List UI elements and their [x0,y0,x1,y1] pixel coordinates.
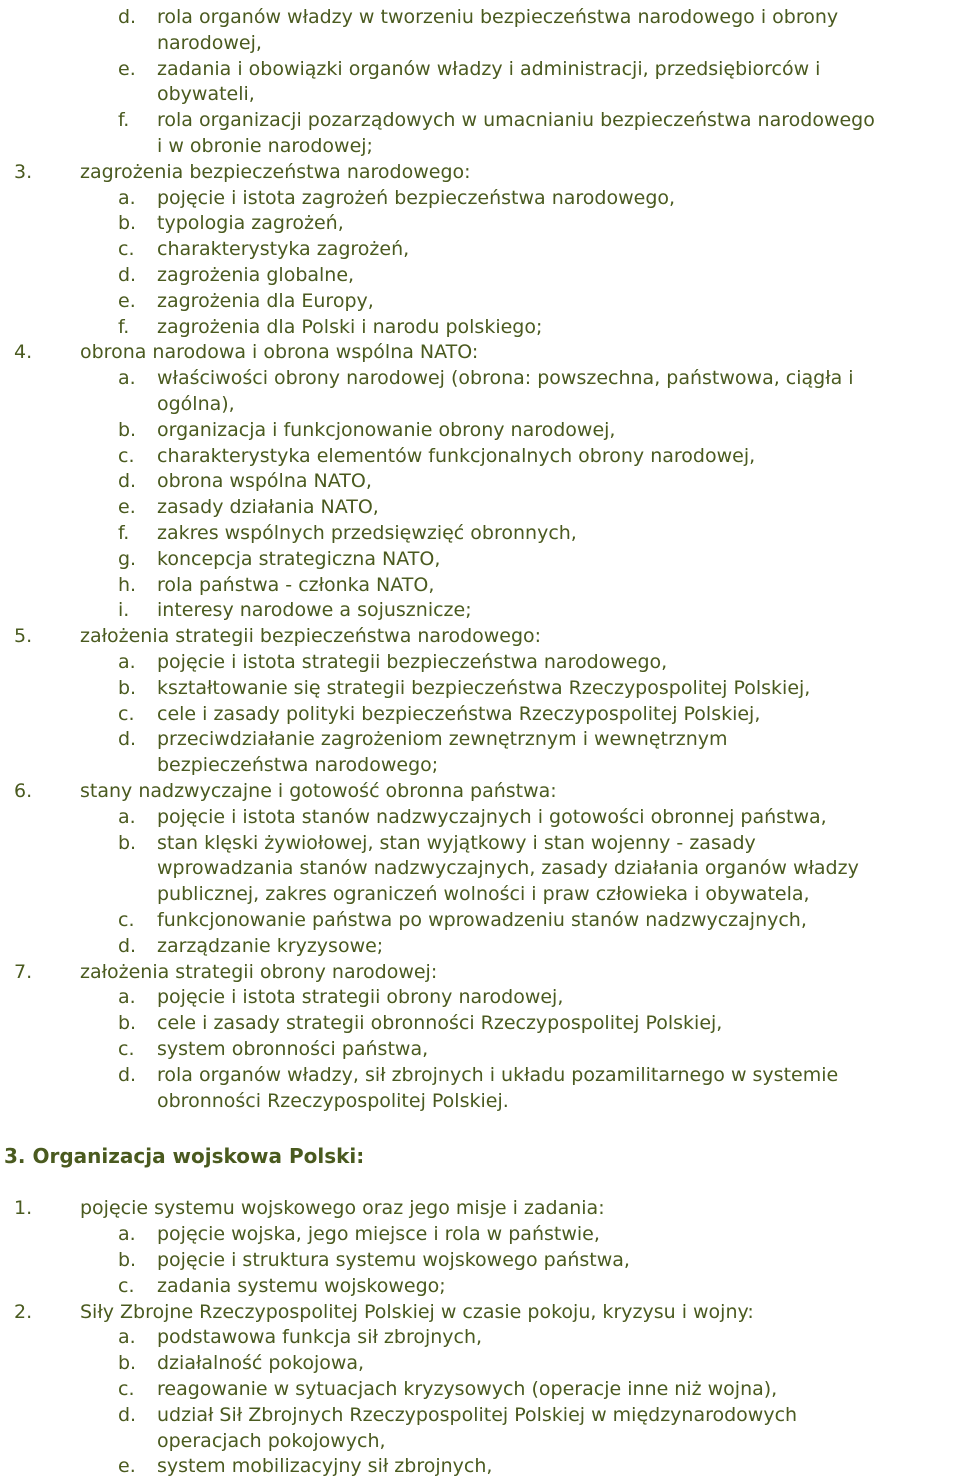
list-item-marker: c. [118,238,135,261]
list-item-marker: b. [118,418,137,441]
list-item-text: rola organów władzy, sił zbrojnych i układu pozamilitarnego w systemie [157,1063,839,1086]
list-item-text: cele i zasady strategii obronności Rzeczypospolitej Polskiej, [157,1012,723,1035]
list-item-text: ogólna), [157,393,235,415]
list-item-text: charakterystyka zagrożeń, [157,238,410,261]
list-item-text: obronności Rzeczypospolitej Polskiej. [157,1089,509,1112]
list-item-text: udział Sił Zbrojnych Rzeczypospolitej Polskiej w międzynarodowych [157,1403,798,1426]
section-title: zagrożenia bezpieczeństwa narodowego: [80,160,471,183]
list-item-marker: a. [118,186,136,209]
list-item-text: zadania i obowiązki organów władzy i administracji, przedsiębiorców i [157,57,821,80]
list-item-text: właściwości obrony narodowej (obrona: powszechna, państwowa, ciągła i [157,367,854,390]
section-title: Siły Zbrojne Rzeczypospolitej Polskiej w czasie pokoju, kryzysu i wojny: [80,1300,754,1323]
list-item-marker: a. [118,651,136,673]
list-item-text: koncepcja strategiczna NATO, [157,547,441,570]
section-title: założenia strategii bezpieczeństwa narodowego: [80,625,542,648]
list-item-marker: c. [118,909,135,931]
section-title: pojęcie systemu wojskowego oraz jego misje i zadania: [80,1197,605,1220]
list-item-text: obywateli, [157,83,255,106]
list-item-text: stan klęski żywiołowej, stan wyjątkowy i stan wojenny - zasady [157,831,756,854]
list-item-marker: d. [118,470,137,493]
list-item-text: rola państwa - członka NATO, [157,573,435,596]
list-item-text: przeciwdziałanie zagrożeniom zewnętrznym i wewnętrznym [157,728,728,751]
list-item-marker: i. [118,599,130,622]
list-item-text: pojęcie i istota stanów nadzwyczajnych i gotowości obronnej państwa, [157,805,827,828]
list-item-text: publicznej, zakres ograniczeń wolności i praw człowieka i obywatela, [157,883,810,906]
list-item-marker: a. [118,986,136,1009]
section-title: założenia strategii obrony narodowej: [80,960,438,983]
list-item-text: pojęcie i struktura systemu wojskowego państwa, [157,1249,630,1271]
list-item-text: organizacja i funkcjonowanie obrony narodowej, [157,418,616,441]
list-item-text: rola organów władzy w tworzeniu bezpieczeństwa narodowego i obrony [157,6,839,28]
list-item-marker: b. [118,212,137,235]
section-number: 6. [14,780,33,802]
section-number: 5. [14,625,33,648]
list-item-marker: e. [118,57,136,80]
section-number: 7. [14,960,33,983]
section-number: 1. [14,1197,33,1220]
list-item-text: działalność pokojowa, [157,1352,365,1375]
section-number: 4. [14,341,33,364]
section-title: stany nadzwyczajne i gotowość obronna państwa: [80,780,557,802]
list-item-text: reagowanie w sytuacjach kryzysowych (operacje inne niż wojna), [157,1378,778,1400]
list-item-text: kształtowanie się strategii bezpieczeństwa Rzeczypospolitej Polskiej, [157,676,811,699]
list-item-marker: e. [118,496,136,519]
list-item-marker: c. [118,1274,135,1297]
list-item-marker: a. [118,805,136,828]
list-item-text: i w obronie narodowej; [157,135,373,157]
list-item-text: system mobilizacyjny sił zbrojnych, [157,1455,493,1478]
list-item-marker: a. [118,1326,136,1349]
list-item-marker: d. [118,728,137,751]
list-item-text: pojęcie i istota zagrożeń bezpieczeństwa narodowego, [157,186,676,209]
list-item-text: charakterystyka elementów funkcjonalnych obrony narodowej, [157,444,756,467]
list-item-text: zagrożenia globalne, [157,264,355,286]
list-item-marker: f. [118,522,130,544]
list-item-text: pojęcie wojska, jego miejsce i rola w państwie, [157,1223,600,1246]
list-item-marker: d. [118,1063,137,1086]
list-item-text: system obronności państwa, [157,1038,429,1060]
list-item-text: rola organizacji pozarządowych w umacnianiu bezpieczeństwa narodowego [157,109,875,132]
list-item-marker: e. [118,1455,136,1478]
list-item-marker: d. [118,264,137,286]
list-item-marker: f. [118,109,130,132]
list-item-text: zadania systemu wojskowego; [157,1274,446,1297]
section-heading: 3. Organizacja wojskowa Polski: [4,1144,365,1169]
list-item-text: zagrożenia dla Polski i narodu polskiego; [157,315,543,338]
section-number: 2. [14,1300,33,1323]
list-item-text: cele i zasady polityki bezpieczeństwa Rzeczypospolitej Polskiej, [157,702,761,725]
section-title: obrona narodowa i obrona wspólna NATO: [80,341,479,364]
list-item-marker: b. [118,676,137,699]
list-item-marker: b. [118,1012,137,1035]
list-item-marker: d. [118,934,137,957]
list-item-marker: f. [118,315,130,338]
list-item-text: interesy narodowe a sojusznicze; [157,599,472,622]
list-item-text: wprowadzania stanów nadzwyczajnych, zasady działania organów władzy [157,857,859,880]
list-item-text: obrona wspólna NATO, [157,470,372,493]
list-item-marker: e. [118,289,136,312]
list-item-marker: d. [118,6,137,28]
section-number: 3. [14,160,33,183]
list-item-marker: c. [118,702,135,725]
list-item-marker: b. [118,1352,137,1375]
list-item-text: zasady działania NATO, [157,496,379,519]
list-item-marker: c. [118,1038,135,1060]
list-item-text: pojęcie i istota strategii obrony narodowej, [157,986,564,1009]
list-item-text: narodowej, [157,31,262,54]
list-item-marker: g. [118,547,137,570]
list-item-marker: a. [118,1223,136,1246]
list-item-text: zarządzanie kryzysowe; [157,934,384,957]
list-item-text: typologia zagrożeń, [157,212,344,235]
list-item-text: pojęcie i istota strategii bezpieczeństwa narodowego, [157,651,668,673]
list-item-marker: b. [118,1249,137,1271]
list-item-marker: b. [118,831,137,854]
list-item-text: zagrożenia dla Europy, [157,289,374,312]
list-item-text: operacjach pokojowych, [157,1429,386,1452]
list-item-marker: c. [118,444,135,467]
list-item-marker: a. [118,367,136,390]
list-item-text: bezpieczeństwa narodowego; [157,754,439,777]
list-item-text: zakres wspólnych przedsięwzięć obronnych, [157,522,577,544]
list-item-marker: d. [118,1403,137,1426]
list-item-text: podstawowa funkcja sił zbrojnych, [157,1326,483,1349]
list-item-text: funkcjonowanie państwa po wprowadzeniu stanów nadzwyczajnych, [157,909,807,931]
list-item-marker: c. [118,1378,135,1400]
list-item-marker: h. [118,573,137,596]
